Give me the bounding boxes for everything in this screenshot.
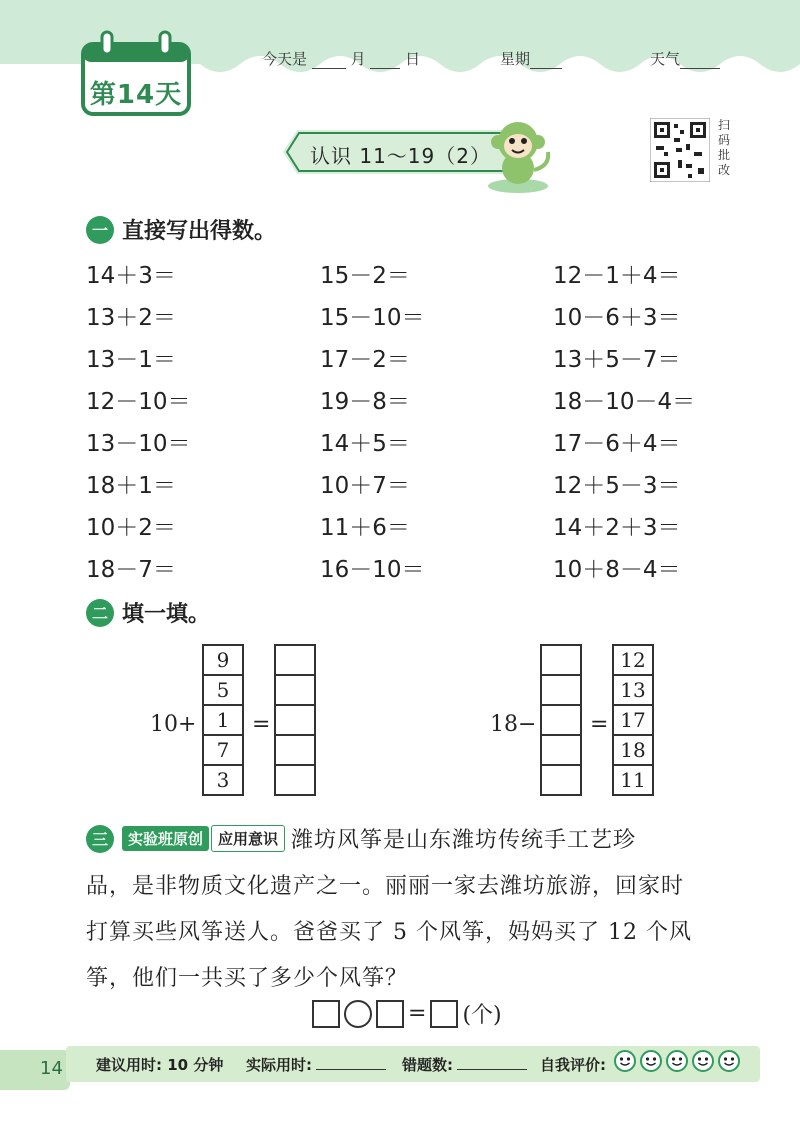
rating-face-icon[interactable]: [692, 1050, 714, 1072]
right-blank-cell[interactable]: [541, 735, 581, 765]
problem-line-4: 筝，他们一共买了多少个风筝？: [86, 966, 409, 991]
left-answer-cell[interactable]: [275, 675, 315, 705]
weather-field: [650, 48, 720, 69]
qr-code-icon[interactable]: [650, 118, 710, 182]
left-answer-cell[interactable]: [275, 765, 315, 795]
qr-label-char: 码: [717, 133, 730, 147]
equation-item: 19－8＝: [320, 389, 410, 415]
right-equals: =: [590, 712, 609, 737]
qr-label-char: 改: [717, 163, 730, 177]
date-prefix: 今天是: [262, 50, 308, 68]
equation-item: 13＋5－7＝: [553, 347, 681, 373]
equation-item: 18＋1＝: [86, 473, 176, 499]
equation-item: 15－2＝: [320, 263, 410, 289]
rating-face-icon[interactable]: [614, 1050, 636, 1072]
actual-time-field: [246, 1054, 386, 1075]
equation-item: 18－7＝: [86, 557, 176, 583]
month-blank[interactable]: [312, 54, 346, 69]
rating-face-icon[interactable]: [666, 1050, 688, 1072]
operator-circle[interactable]: [344, 1000, 372, 1028]
qr-label-char: 扫: [717, 118, 730, 132]
right-blank-cell[interactable]: [541, 705, 581, 735]
day-unit-label: 日: [405, 50, 421, 68]
date-field: [262, 48, 420, 69]
rating-face-icon[interactable]: [718, 1050, 740, 1072]
page-number: 14: [40, 1058, 63, 1079]
left-answer-cell[interactable]: [275, 735, 315, 765]
actual-time-blank[interactable]: [316, 1057, 386, 1070]
original-tag: 实验班原创: [122, 826, 209, 851]
day-blank[interactable]: [370, 54, 400, 69]
equation-item: 12＋5－3＝: [553, 473, 681, 499]
errors-blank[interactable]: [457, 1057, 527, 1070]
left-answer-column: [274, 644, 316, 796]
equation-item: 14＋2＋3＝: [553, 515, 681, 541]
day-label: 第14天: [89, 80, 183, 110]
self-eval-label: 自我评价:: [540, 1056, 606, 1074]
equation-item: 15－10＝: [320, 305, 425, 331]
equation-item: 11＋6＝: [320, 515, 410, 541]
equation-item: 13－10＝: [86, 431, 191, 457]
rating-face-icon[interactable]: [640, 1050, 662, 1072]
left-prefix: 10+: [150, 712, 197, 737]
right-prefix: 18−: [490, 712, 537, 737]
left-input-cell: 5: [203, 675, 243, 705]
equation-item: 10＋2＝: [86, 515, 176, 541]
left-answer-cell[interactable]: [275, 645, 315, 675]
equation-item: 17－2＝: [320, 347, 410, 373]
equation-item: 13＋2＝: [86, 305, 176, 331]
monkey-mascot-icon: [478, 110, 558, 194]
weekday-blank[interactable]: [530, 54, 562, 69]
left-input-cell: 9: [203, 645, 243, 675]
errors-field: [402, 1054, 527, 1075]
section2-title: 填一填。: [122, 602, 211, 627]
left-answer-cell[interactable]: [275, 705, 315, 735]
equation-item: 13－1＝: [86, 347, 176, 373]
problem-line-1: 潍坊风筝是山东潍坊传统手工艺珍: [291, 828, 637, 853]
section1-heading: [86, 214, 276, 245]
problem-line-2: 品，是非物质文化遗产之一。丽丽一家去潍坊旅游，回家时: [86, 874, 685, 899]
answer-equation: [312, 998, 506, 1029]
equation-item: 17－6＋4＝: [553, 431, 681, 457]
equation-item: 14＋3＝: [86, 263, 176, 289]
section2-marker: 二: [86, 599, 114, 627]
right-blank-column: [540, 644, 582, 796]
left-input-column: [202, 644, 244, 796]
left-input-cell: 1: [203, 705, 243, 735]
equation-item: 10＋7＝: [320, 473, 410, 499]
problem-line-3: 打算买些风筝送人。爸爸买了 5 个风筝，妈妈买了 12 个风: [86, 920, 692, 945]
section3-heading: [86, 823, 636, 854]
equation-item: 14＋5＝: [320, 431, 410, 457]
section1-title: 直接写出得数。: [122, 219, 277, 244]
left-input-cell: 3: [203, 765, 243, 795]
answer-box-1[interactable]: [312, 1000, 340, 1028]
weekday-field: [500, 48, 562, 69]
right-result-cell: 11: [613, 765, 653, 795]
qr-label-char: 批: [717, 148, 730, 162]
right-result-cell: 17: [613, 705, 653, 735]
equation-item: 16－10＝: [320, 557, 425, 583]
left-equals: =: [252, 712, 271, 737]
actual-time-label: 实际用时:: [246, 1056, 312, 1074]
suggested-time: 建议用时: 10 分钟: [96, 1056, 224, 1074]
answer-box-2[interactable]: [376, 1000, 404, 1028]
weather-label: 天气: [650, 50, 681, 68]
equation-item: 10－6＋3＝: [553, 305, 681, 331]
right-result-cell: 13: [613, 675, 653, 705]
equation-item: 18－10－4＝: [553, 389, 696, 415]
section2-heading: [86, 597, 210, 628]
problem-text: [86, 864, 726, 1002]
left-input-cell: 7: [203, 735, 243, 765]
answer-result-box[interactable]: [430, 1000, 458, 1028]
right-blank-cell[interactable]: [541, 675, 581, 705]
equation-item: 12－1＋4＝: [553, 263, 681, 289]
right-blank-cell[interactable]: [541, 765, 581, 795]
self-eval-faces: [614, 1050, 740, 1072]
topic-title: 认识 11～19（2）: [310, 144, 491, 168]
weekday-label: 星期: [500, 50, 531, 68]
equation-item: 12－10＝: [86, 389, 191, 415]
weather-blank[interactable]: [680, 54, 720, 69]
section1-marker: 一: [86, 216, 114, 244]
right-result-column: [612, 644, 654, 796]
skill-tag: 应用意识: [211, 825, 285, 852]
right-blank-cell[interactable]: [541, 645, 581, 675]
errors-label: 错题数:: [402, 1056, 453, 1074]
month-label: 月: [350, 50, 366, 68]
qr-label: [715, 118, 733, 178]
section3-marker: 三: [86, 825, 114, 853]
right-result-cell: 18: [613, 735, 653, 765]
answer-unit: (个): [462, 1003, 502, 1028]
equation-item: 10＋8－4＝: [553, 557, 681, 583]
answer-equals: =: [408, 1001, 427, 1026]
right-result-cell: 12: [613, 645, 653, 675]
day-calendar-badge: [80, 30, 192, 116]
